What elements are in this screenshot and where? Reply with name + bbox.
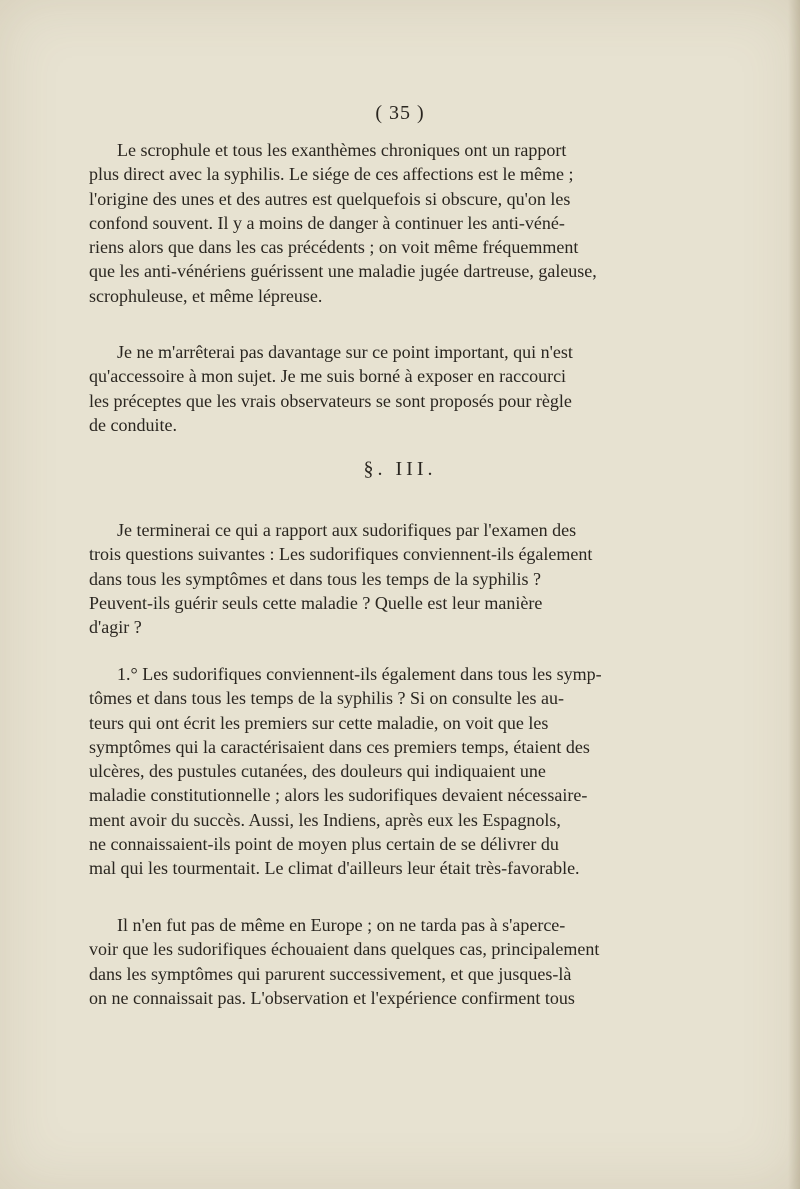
text-line: symptômes qui la caractérisaient dans ces premiers temps, étaient des (89, 736, 590, 757)
page-number: ( 35 ) (375, 102, 425, 124)
paragraph-3 (89, 518, 711, 639)
text-line: voir que les sudorifiques échouaient dans quelques cas, principalement (89, 939, 600, 960)
paragraph-2 (89, 340, 711, 437)
section-heading: §. III. (363, 458, 437, 480)
text-line: mal qui les tourmentait. Le climat d'ailleurs leur était très-favorable. (89, 858, 580, 879)
page-edge-shadow (788, 0, 800, 1189)
text-line: maladie constitutionnelle ; alors les sudorifiques devaient nécessaire- (89, 785, 588, 806)
text-line: que les anti-vénériens guérissent une maladie jugée dartreuse, galeuse, (89, 261, 597, 282)
text-line: l'origine des unes et des autres est quelquefois si obscure, qu'on les (89, 188, 571, 209)
text-line: qu'accessoire à mon sujet. Je me suis borné à exposer en raccourci (89, 366, 567, 387)
paragraph-4 (89, 662, 711, 881)
text-line: on ne connaissait pas. L'observation et l'expérience confirment tous (89, 987, 575, 1008)
text-line: d'agir ? (89, 617, 142, 638)
text-line: riens alors que dans les cas précédents ; on voit même fréquemment (89, 237, 579, 258)
paragraph-1 (89, 138, 711, 308)
text-line: Il n'en fut pas de même en Europe ; on ne tarda pas à s'aperce- (117, 915, 566, 935)
text-line: ment avoir du succès. Aussi, les Indiens, après eux les Espagnols, (89, 809, 561, 830)
text-line: de conduite. (89, 414, 177, 435)
text-line: Je terminerai ce qui a rapport aux sudorifiques par l'examen des (117, 520, 577, 540)
text-line: ne connaissaient-ils point de moyen plus certain de se délivrer du (89, 834, 559, 855)
paragraph-5 (89, 913, 711, 1010)
text-line: dans tous les symptômes et dans tous les temps de la syphilis ? (89, 568, 541, 589)
text-line: tômes et dans tous les temps de la syphilis ? Si on consulte les au- (89, 688, 564, 709)
text-line: trois questions suivantes : Les sudorifiques conviennent-ils également (89, 544, 593, 565)
text-line: dans les symptômes qui parurent successivement, et que jusques-là (89, 963, 572, 984)
text-line: Je ne m'arrêterai pas davantage sur ce point important, qui n'est (117, 342, 573, 362)
text-line: Peuvent-ils guérir seuls cette maladie ? Quelle est leur manière (89, 592, 543, 613)
text-line: plus direct avec la syphilis. Le siége de ces affections est le même ; (89, 164, 574, 185)
text-line: les préceptes que les vrais observateurs se sont proposés pour règle (89, 390, 572, 411)
text-line: teurs qui ont écrit les premiers sur cette maladie, on voit que les (89, 712, 549, 733)
text-line: scrophuleuse, et même lépreuse. (89, 285, 323, 306)
text-line: confond souvent. Il y a moins de danger à continuer les anti-véné- (89, 212, 565, 233)
text-line: 1.° Les sudorifiques conviennent-ils également dans tous les symp- (117, 664, 602, 684)
text-line: ulcères, des pustules cutanées, des douleurs qui indiquaient une (89, 761, 546, 782)
text-line: Le scrophule et tous les exanthèmes chroniques ont un rapport (117, 140, 567, 160)
